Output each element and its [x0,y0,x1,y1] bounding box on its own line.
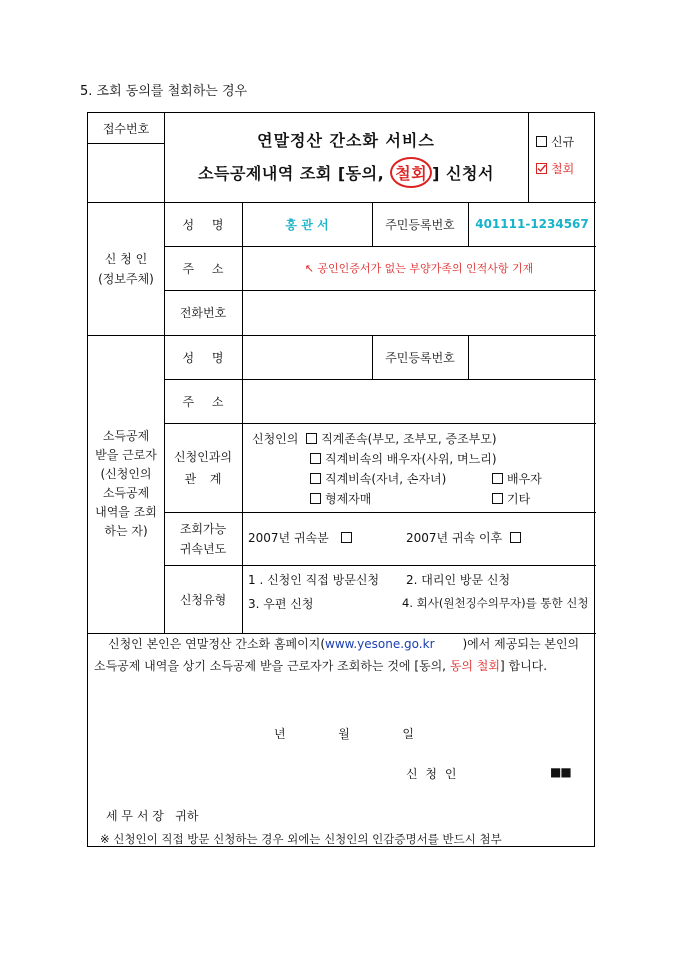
year-label [164,512,242,565]
worker-address-label: 주 소 [182,394,224,409]
worker-id-value[interactable] [468,335,596,379]
relation-opt-1: 직계존속(부모, 조부모, 증조부모) [321,432,497,446]
relation-opt-4: 배우자 [507,472,542,486]
relation-options [252,429,592,509]
applicant-label-1: 신 청 인 [104,251,148,266]
year-label-1: 조회가능 [179,521,227,536]
checkbox-empty-icon[interactable] [492,493,503,504]
application-form [87,112,595,847]
statement-part-1: 신청인 본인은 연말정산 간소화 홈페이지( [108,637,326,651]
applicant-name-label: 성 명 [182,217,224,232]
checkbox-empty-icon [536,136,547,147]
worker-label-3: (신청인의 [100,467,152,481]
applicant-phone-value[interactable] [242,290,596,335]
type-opt-2[interactable]: 2. 대리인 방문 신청 [406,573,511,587]
receipt-number-label: 접수번호 [102,121,150,136]
statement-part-4: ] 합니다. [500,659,548,673]
worker-name-value[interactable] [242,335,372,379]
statement-part-2: )에서 제공되는 본인의 소득공제 내역을 상기 소득공제 받을 근로자가 조회하는 것에 [동의, [94,637,580,673]
relation-row-3b [492,469,542,489]
year-label-2: 귀속년도 [179,541,227,556]
recipient-line: 세 무 서 장 귀하 [106,809,199,823]
relation-row-1 [252,429,497,449]
worker-label-5: 내역을 조회 [95,505,157,519]
applicant-address-note[interactable]: ↖ 공인인증서가 없는 부양가족의 인적사항 기재 [304,262,534,275]
footnote: ※ 신청인이 직접 방문 신청하는 경우 외에는 신청인의 인감증명서를 반드시 첨부 [100,832,502,846]
year-option-2[interactable] [406,529,525,546]
relation-label [164,423,242,512]
relation-opt-2: 직계비속의 배우자(사위, 며느리) [325,452,497,466]
relation-opt-5: 형제자매 [325,492,372,506]
date-day: 일 [402,727,414,741]
worker-address-value[interactable] [242,379,596,423]
title-line-2-start: 소득공제내역 조회 [동의, [198,163,385,183]
relation-row-4b [492,489,530,509]
title-line-1: 연말정산 간소화 서비스 [257,130,435,150]
option-new[interactable] [536,131,596,151]
checkbox-empty-icon[interactable] [306,433,317,444]
worker-section-label [88,335,164,633]
worker-label-4: 소득공제 [102,486,150,500]
signer-label: 신 청 인 [406,767,457,781]
consent-statement [94,633,590,677]
worker-label-6: 하는 자) [104,524,148,538]
applicant-address-label: 주 소 [182,261,224,276]
worker-name-label: 성 명 [182,350,224,365]
form-title [164,113,528,202]
checkbox-checked-icon [536,163,547,174]
worker-label-2: 받을 근로자 [95,448,157,462]
applicant-label-2: (정보주체) [98,271,154,286]
title-line-2-end: ] 신청서 [432,163,494,183]
relation-opt-6: 기타 [507,492,531,506]
statement-withdraw-text: 동의 철회 [449,659,500,673]
type-opt-3[interactable]: 3. 우편 신청 [248,597,314,611]
applicant-phone-label: 전화번호 [179,306,227,320]
relation-label-1: 신청인과의 [174,449,232,464]
withdraw-circled-text: 철회 [390,157,432,188]
applicant-id-value[interactable]: 401111-1234567 [475,217,589,231]
checkbox-empty-icon [341,532,352,543]
checkbox-empty-icon[interactable] [310,453,321,464]
relation-opt-3: 직계비속(자녀, 손자녀) [325,472,447,486]
year-opt-2-label: 2007년 귀속 이후 [406,531,503,545]
relation-prefix: 신청인의 [252,432,299,446]
section-heading: 5. 조회 동의를 철회하는 경우 [80,84,248,99]
type-opt-4[interactable]: 4. 회사(원천징수의무자)를 통한 신청 [402,596,589,610]
relation-label-2: 관 계 [184,471,222,486]
date-month: 월 [338,727,350,741]
year-opt-1-label: 2007년 귀속분 [248,531,329,545]
year-option-1[interactable] [248,529,356,546]
checkbox-empty-icon[interactable] [310,493,321,504]
signer-stamp: ■■ [550,765,571,779]
relation-row-4 [310,489,371,509]
option-withdraw[interactable] [536,158,596,178]
type-opt-1[interactable]: 1 . 신청인 직접 방문신청 [248,573,380,587]
checkbox-empty-icon[interactable] [492,473,503,484]
relation-row-2 [310,449,497,469]
option-new-label: 신규 [551,134,575,149]
worker-label-1: 소득공제 [102,429,150,443]
title-line-2 [198,157,494,188]
applicant-id-label: 주민등록번호 [385,217,455,232]
date-year: 년 [274,727,286,741]
applicant-section-label [88,202,164,335]
date-line [274,725,414,742]
option-withdraw-label: 철회 [551,161,575,176]
relation-row-3 [310,469,446,489]
checkbox-empty-icon [510,532,521,543]
applicant-name-value[interactable]: 홍 관 서 [285,217,329,232]
website-link[interactable]: www.yesone.go.kr [325,637,435,651]
type-label: 신청유형 [179,592,227,607]
checkbox-empty-icon[interactable] [310,473,321,484]
worker-id-label: 주민등록번호 [385,350,455,365]
